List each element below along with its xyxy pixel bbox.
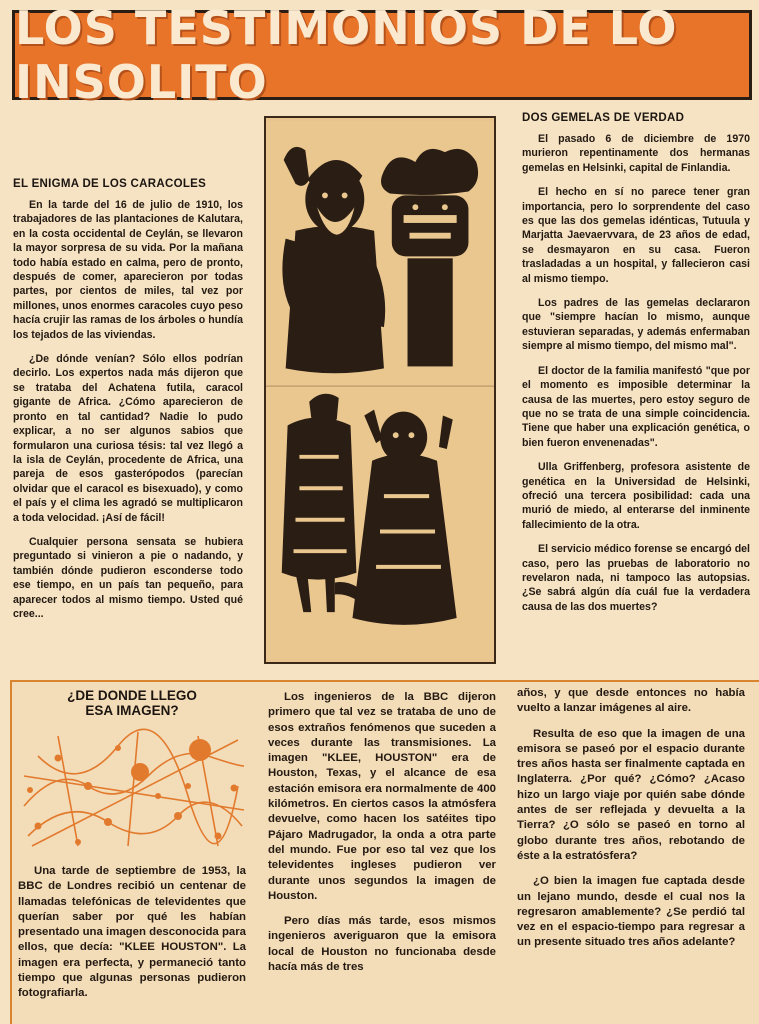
woodcut-illustration-icon	[266, 118, 494, 662]
article-paragraph: Cualquier persona sensata se hubiera preguntado si vinieron a pie o nadando, y también dónde pudieron esconderse todo ese tiempo, en un país tan pequeño, para aparecer todos al mismo tiempo. Usted qué cree...	[13, 535, 243, 620]
article-imagen	[10, 680, 759, 1024]
banner-title: LOS TESTIMONIOS DE LO INSOLITO	[15, 1, 678, 109]
article-paragraph: En la tarde del 16 de julio de 1910, los trabajadores de las plantaciones de Kalutara, en la costa occidental de Ceylán, se llevaron la mayor sorpresa de su vida. Por la mañana todo había estado en calma, pero de pronto, después de comer, aparecieron por todas partes, por cientos de miles, tal vez por millones, unos enormes caracoles cuyo peso hacía crujir las ramas de los árboles o hundía los tejados de las viviendas.	[13, 199, 243, 341]
article-paragraph: ¿O bien la imagen fue captada desde un lejano mundo, desde el cual nos la regresaron amablemente? ¿Se perdió tal vez en el espacio-tiempo para regresar a un presente situado tres años adelante?	[517, 875, 745, 949]
article-paragraph: Ulla Griffenberg, profesora asistente de genética en la Universidad de Helsinki, ofreció una tercera posibilidad: cada una murió de miedo, al enterarse del inminente fallecimiento de la otra.	[522, 461, 750, 531]
article-paragraph: Resulta de eso que la imagen de una emisora se paseó por el espacio durante tres años hasta ser finalmente captada en Inglaterra. ¿Por qué? ¿Cómo? ¿Acaso hizo un largo viaje por quién sabe dónde antes de ser reflejada y devuelta a la Tierra? ¿O sólo se paseó en torno al globo durante tres años, rebotando de éste a la estratósfera?	[517, 727, 745, 862]
heading-line-2: ESA IMAGEN?	[85, 703, 179, 718]
article-paragraph: El pasado 6 de diciembre de 1970 murieron repentinamente dos hermanas gemelas en Helsinki, capital de Finlandia.	[522, 133, 750, 174]
heading-line-1: ¿DE DONDE LLEGO	[67, 688, 197, 703]
article-gemelas	[522, 112, 750, 624]
article-paragraph: El servicio médico forense se encargó del caso, pero las pruebas de laboratorio no revelaron nada, ni tampoco las autopsias. ¿Se sabrá algún día cuál fue la verdadera causa de las dos muertes?	[522, 543, 750, 613]
article-heading: EL ENIGMA DE LOS CARACOLES	[13, 178, 207, 190]
banner	[12, 1, 752, 109]
article-heading: DOS GEMELAS DE VERDAD	[522, 112, 685, 124]
article-paragraph: años, y que desde entonces no había vuelto a lanzar imágenes al aire.	[517, 687, 745, 715]
article-paragraph: Pero días más tarde, esos mismos ingenieros averiguaron que la emisora local de Houston no funcionaba desde hacía más de tres	[268, 915, 496, 974]
article-caracoles	[13, 178, 243, 631]
woodcut-illustration	[264, 116, 496, 664]
article-paragraph: El doctor de la familia manifestó "que por el momento es imposible determinar la causa de las muertes, pero estoy seguro de que no se trata de una simple coincidencia. Tiene que haber una explicación genética, o bien fueron envenenadas".	[522, 364, 750, 449]
article-paragraph: Los ingenieros de la BBC dijeron primero que tal vez se trataba de uno de esos extraños fenómenos que suceden a veces durante las transmisiones. La imagen "KLEE, HOUSTON" era de Houston, Texas, y el alcance de esa estación emisora era normalmente de 400 kilómetros. En ciertos casos la atmósfera devuelve, como hacen los satéites tipo Pájaro Madrugador, la onda a otra parte del mundo. Fue por eso tal vez que los televidentes ingleses pudieron ver durante unos segundos la imagen de Houston.	[268, 691, 496, 902]
article-paragraph: Los padres de las gemelas declararon que "siempre hacían lo mismo, aunque estuvieran separadas, y además enfermaban siempre al mismo tiempo, del mismo mal".	[522, 297, 750, 353]
article-column-1	[18, 688, 246, 1012]
article-column-3	[517, 686, 745, 961]
article-paragraph: El hecho en sí no parece tener gran importancia, pero lo sorprendente del caso es que las dos gemelas idénticas, Tutuula y Marjatta Jaevaervvara, de 23 años de edad, se desmayaron en su casa. Fueron trasladadas a un hospital, y fallecieron casi al mismo tiempo.	[522, 186, 750, 285]
article-column-2	[268, 690, 496, 985]
article-paragraph: ¿De dónde venían? Sólo ellos podrían decirlo. Los expertos nada más dijeron que se trataba del Achatena futila, caracol gigante de Africa. ¿Cómo aparecieron de pronto en tal cantidad? Nadie lo pudo explicar, a no ser algunos sabios que formularon una curiosa tésis: tal vez llegó a la isla de Ceylán, procedente de Africa, una pareja de esos gasterópodos (parecían olvidar que el caracol es bisexuado), y como el país y el clima les agradó se multiplicaron a toda velocidad. ¡Así de fácil!	[13, 353, 243, 524]
article-heading	[18, 688, 246, 718]
network-diagram-icon	[18, 726, 246, 852]
article-paragraph: Una tarde de septiembre de 1953, la BBC de Londres recibió un centenar de llamadas telefónicas de televidentes que querían saber por qué les habían presentado una imagen desconocida para ellos, que decía: "KLEE HOUSTON". La imagen era perfecta, y permaneció tanto tiempo que algunas personas pudieron fotografiarla.	[18, 865, 246, 1000]
